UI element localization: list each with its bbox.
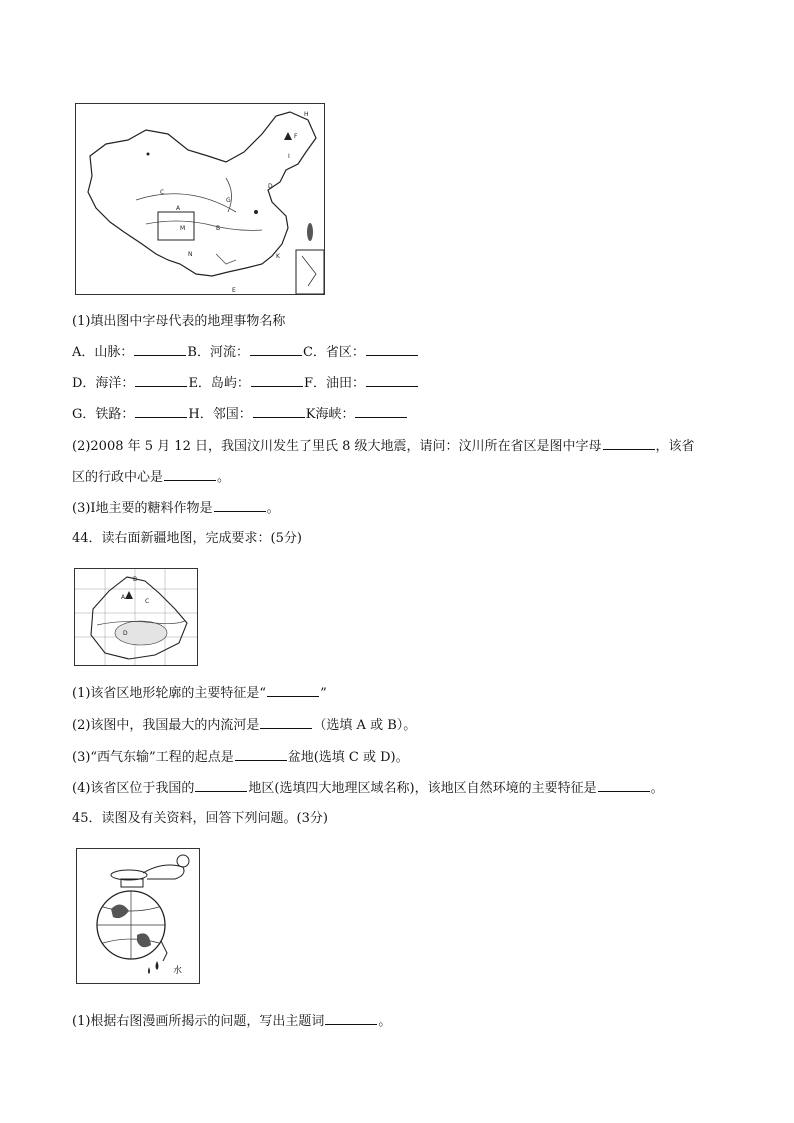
cartoon-water-label: 水 — [173, 966, 183, 976]
q43-part2-text-d: 。 — [217, 470, 231, 485]
q44-part3-text-b: 盆地(选填 C 或 D)。 — [287, 750, 409, 765]
china-map-image — [76, 104, 324, 294]
q45-part1-text: (1)根据右图漫画所揭示的问题，写出主题词 — [72, 1014, 325, 1029]
q43-part1-text: (1)填出图中字母代表的地理事物名称 — [72, 314, 286, 329]
q44-part4 — [72, 779, 664, 798]
map1-label-e: E — [232, 287, 236, 294]
answer-blank-capital — [164, 468, 216, 481]
xinjiang-map-image — [75, 569, 197, 665]
answer-blank-e — [251, 374, 303, 387]
q44-title — [72, 530, 302, 548]
item-d-label: D．海洋： — [72, 376, 135, 391]
answer-blank-basin — [235, 748, 287, 761]
map1-label-i: I — [288, 153, 290, 160]
item-a-label: A．山脉： — [72, 345, 134, 360]
q43-part1 — [72, 313, 285, 331]
map1-label-f: F — [294, 133, 298, 140]
q44-part1 — [72, 684, 327, 703]
map2-label-d: D — [123, 630, 128, 637]
q43-part3-text-b: 。 — [266, 501, 280, 516]
answer-blank-h — [253, 405, 305, 418]
map1-label-n: N — [188, 251, 193, 258]
q44-part2-text: (2)该图中，我国最大的内流河是 — [72, 718, 260, 733]
q44-part1-text: (1)该省区地形轮廓的主要特征是“ — [72, 686, 267, 701]
q44-part4-text-b: 地区(选填四大地理区域名称)，该地区自然环境的主要特征是 — [248, 781, 597, 796]
answer-blank-theme — [325, 1012, 377, 1025]
q44-part2 — [72, 716, 416, 735]
item-g-label: G．铁路： — [72, 407, 135, 422]
map1-label-b: B — [216, 225, 221, 232]
q44-part4-text: (4)该省区位于我国的 — [72, 781, 195, 796]
map1-label-h: H — [304, 111, 309, 118]
q43-part2-line1 — [72, 437, 695, 456]
q44-part4-text-c: 。 — [650, 781, 664, 796]
q43-part2-text-c: 区的行政中心是 — [72, 470, 164, 485]
xinjiang-map-figure — [74, 568, 198, 666]
q43-part2-text: (2)2008 年 5 月 12 日，我国汶川发生了里氏 8 级大地震，请问：汶川所在省区是图中字母 — [72, 439, 602, 454]
q45-part1 — [72, 1012, 391, 1031]
item-k-label: K海峡： — [305, 407, 355, 422]
q45-part1-text-b: 。 — [378, 1014, 392, 1029]
q44-part3-text: (3)“西气东输”工程的起点是 — [72, 750, 234, 765]
answer-blank-g — [135, 405, 187, 418]
answer-blank-f — [366, 374, 418, 387]
q44-title-text: 44．读右面新疆地图，完成要求：(5分) — [72, 531, 302, 546]
q43-row-d — [72, 374, 419, 393]
answer-blank-environment — [598, 779, 650, 792]
q43-part2-line2 — [72, 468, 230, 487]
answer-blank-b — [250, 343, 302, 356]
map2-label-b: B — [133, 576, 138, 583]
q43-part3 — [72, 499, 280, 518]
item-c-label: C．省区： — [302, 345, 365, 360]
cartoon-image — [77, 849, 199, 983]
answer-blank-a — [134, 343, 186, 356]
q43-part3-text: (3)Ⅰ地主要的糖料作物是 — [72, 501, 213, 516]
answer-blank-region — [195, 779, 247, 792]
map2-label-a: A — [121, 594, 126, 601]
map1-label-c: C — [160, 189, 165, 196]
q44-part2-text-b: （选填 A 或 B）。 — [313, 718, 417, 733]
q44-part3 — [72, 748, 409, 767]
answer-blank-province-letter — [603, 437, 655, 450]
q43-row-g — [72, 405, 408, 424]
answer-blank-d — [135, 374, 187, 387]
china-map-figure — [75, 103, 325, 295]
map1-label-m: M — [180, 225, 186, 232]
map1-label-k: K — [276, 253, 280, 260]
answer-blank-c — [366, 343, 418, 356]
q45-title-text: 45．读图及有关资料，回答下列问题。(3分) — [72, 811, 328, 826]
answer-blank-terrain — [267, 684, 319, 697]
q45-title — [72, 810, 328, 828]
map2-label-c: C — [145, 598, 150, 605]
q43-part2-text-b: ，该省 — [655, 439, 695, 454]
answer-blank-inland-river — [260, 716, 312, 729]
item-e-label: E．岛屿： — [188, 376, 250, 391]
answer-blank-k — [355, 405, 407, 418]
answer-blank-sugar-crop — [214, 499, 266, 512]
q44-part1-text-b: ” — [320, 686, 327, 701]
item-b-label: B．河流： — [187, 345, 249, 360]
item-f-label: F．油田： — [303, 376, 365, 391]
map1-label-d: D — [268, 183, 273, 190]
cartoon-figure — [76, 848, 200, 984]
q43-row-a — [72, 343, 419, 362]
item-h-label: H．邻国： — [188, 407, 252, 422]
map1-label-g: G — [226, 197, 231, 204]
map1-label-a: A — [176, 205, 181, 212]
